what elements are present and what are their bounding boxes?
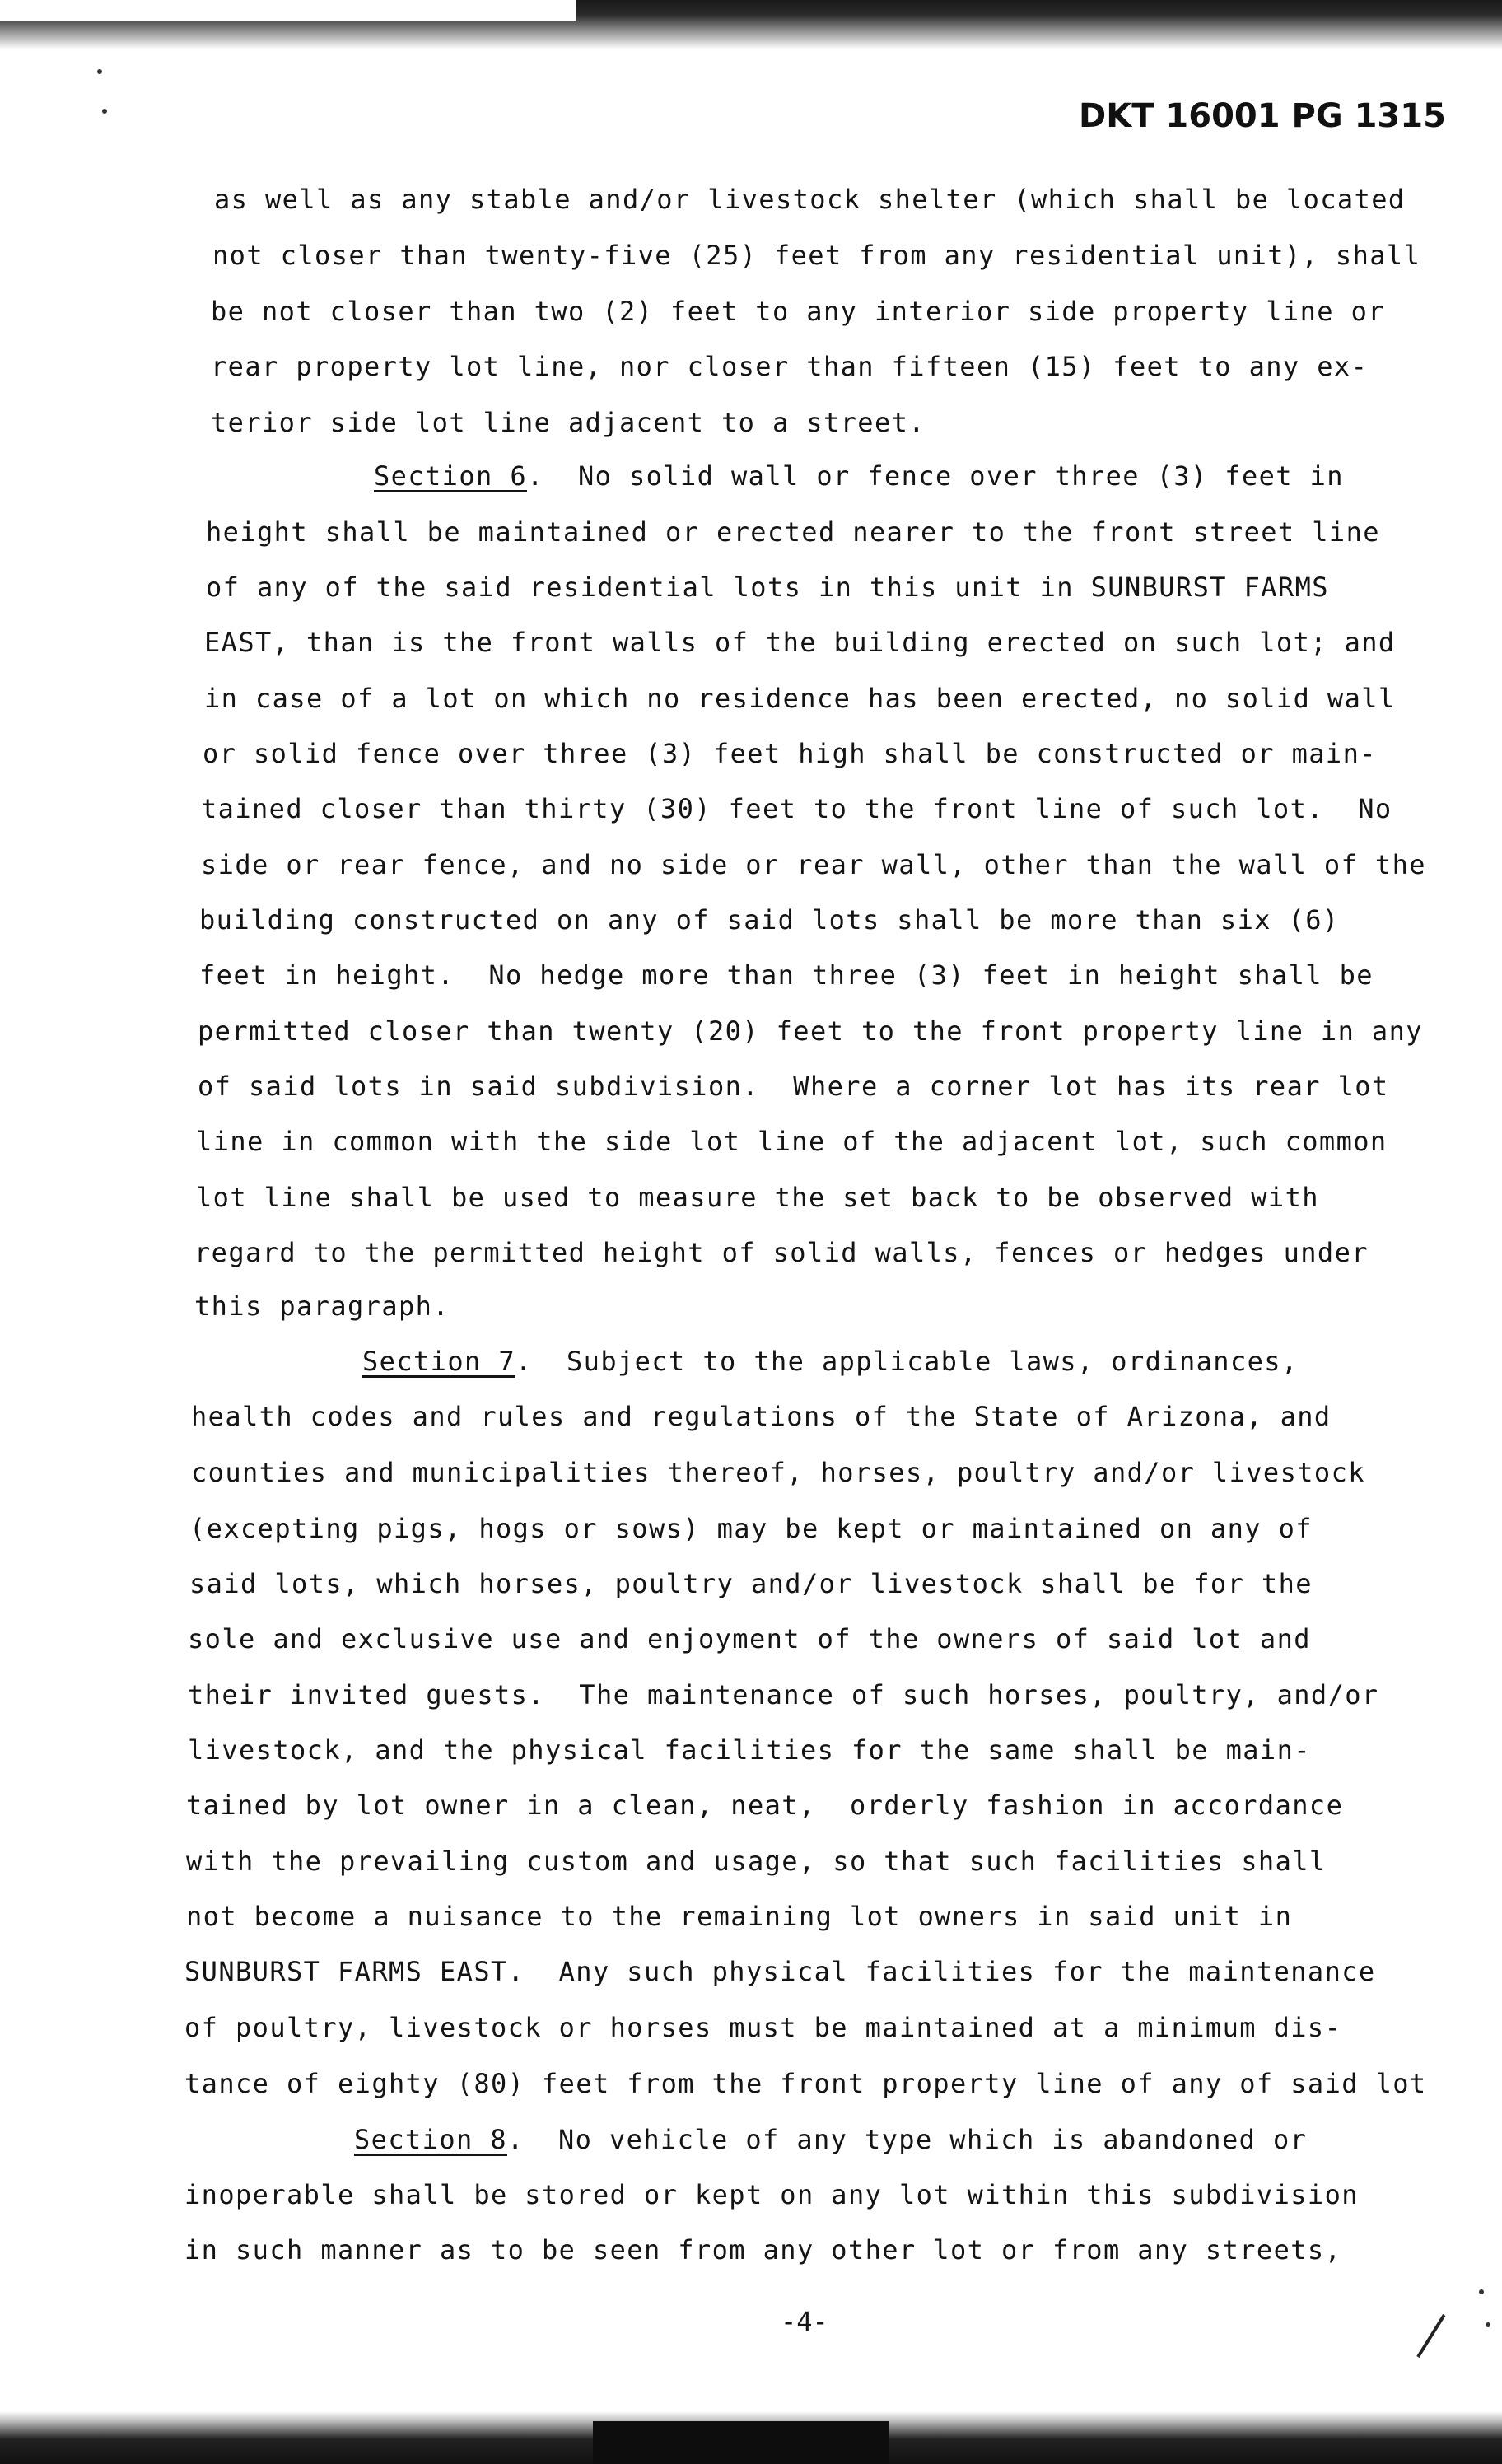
scan-speck: [1479, 2289, 1484, 2294]
text-line: tained by lot owner in a clean, neat, orderly fashion in accordance: [186, 1790, 1344, 1821]
text-line: line in common with the side lot line of the adjacent lot, such common: [196, 1126, 1388, 1157]
section-6-heading: Section 6: [374, 460, 527, 492]
text-line: regard to the permitted height of solid walls, fences or hedges under: [194, 1237, 1369, 1268]
text-line: be not closer than two (2) feet to any interior side property line or: [211, 296, 1385, 327]
scan-speck: [102, 109, 107, 114]
text-line: of said lots in said subdivision. Where a corner lot has its rear lot: [198, 1071, 1389, 1102]
section-7-intro: . Subject to the applicable laws, ordinances,: [515, 1346, 1299, 1377]
text-line: rear property lot line, nor closer than fifteen (15) feet to any ex-: [211, 351, 1369, 382]
text-line: building constructed on any of said lots shall be more than six (6): [199, 904, 1340, 936]
section-8-intro: . No vehicle of any type which is abandoned or: [507, 2124, 1308, 2155]
text-line: sole and exclusive use and enjoyment of the owners of said lot and: [188, 1623, 1311, 1654]
text-line: as well as any stable and/or livestock shelter (which shall be located: [214, 184, 1406, 215]
section-6-first-line: [374, 460, 1344, 492]
text-line: inoperable shall be stored or kept on any lot within this subdivision: [184, 2179, 1359, 2210]
text-line: tance of eighty (80) feet from the front property line of any of said lot: [184, 2068, 1427, 2099]
text-line: side or rear fence, and no side or rear wall, other than the wall of the: [201, 849, 1426, 880]
text-line: tained closer than thirty (30) feet to the front line of such lot. No: [201, 793, 1392, 824]
page-number: -4-: [781, 2306, 828, 2337]
text-line: in such manner as to be seen from any other lot or from any streets,: [184, 2234, 1342, 2266]
text-line: (excepting pigs, hogs or sows) may be kept or maintained on any of: [189, 1513, 1313, 1544]
text-line: terior side lot line adjacent to a street.: [211, 407, 926, 438]
text-line: of any of the said residential lots in this unit in SUNBURST FARMS: [206, 572, 1329, 603]
text-line: not become a nuisance to the remaining lot owners in said unit in: [186, 1901, 1293, 1932]
section-8-heading: Section 8: [354, 2124, 507, 2155]
section-7-first-line: [362, 1345, 1299, 1378]
text-line: with the prevailing custom and usage, so that such facilities shall: [186, 1846, 1327, 1877]
section-6-intro: . No solid wall or fence over three (3) feet in: [527, 460, 1344, 492]
section-8-first-line: [354, 2123, 1307, 2156]
text-line: permitted closer than twenty (20) feet to the front property line in any: [198, 1015, 1423, 1047]
text-line: counties and municipalities thereof, horses, poultry and/or livestock: [191, 1457, 1365, 1488]
scan-bottom-block: [593, 2421, 889, 2464]
text-line: their invited guests. The maintenance of such horses, poultry, and/or: [188, 1679, 1379, 1710]
text-line: livestock, and the physical facilities for the same shall be main-: [188, 1734, 1311, 1766]
text-line: EAST, than is the front walls of the building erected on such lot; and: [204, 627, 1396, 658]
scan-pen-mark: [1416, 2314, 1445, 2358]
scan-speck: [1486, 2322, 1490, 2327]
docket-number: DKT 16001 PG 1315: [1079, 97, 1446, 135]
section-7-heading: Section 7: [362, 1346, 515, 1377]
text-line: not closer than twenty-five (25) feet from any residential unit), shall: [212, 240, 1421, 271]
text-line: SUNBURST FARMS EAST. Any such physical facilities for the maintenance: [184, 1956, 1376, 1987]
text-line: or solid fence over three (3) feet high shall be constructed or main-: [203, 738, 1377, 769]
text-line: health codes and rules and regulations of the State of Arizona, and: [191, 1401, 1332, 1432]
scan-speck: [97, 69, 102, 74]
text-line: this paragraph.: [194, 1290, 450, 1322]
text-line: said lots, which horses, poultry and/or livestock shall be for the: [189, 1568, 1313, 1599]
text-line: of poultry, livestock or horses must be maintained at a minimum dis-: [184, 2012, 1342, 2043]
text-line: in case of a lot on which no residence has been erected, no solid wall: [204, 683, 1396, 714]
scan-top-edge-mask: [0, 0, 576, 21]
text-line: feet in height. No hedge more than three (3) feet in height shall be: [199, 959, 1374, 991]
text-line: lot line shall be used to measure the set back to be observed with: [196, 1182, 1319, 1213]
text-line: height shall be maintained or erected nearer to the front street line: [206, 516, 1380, 548]
